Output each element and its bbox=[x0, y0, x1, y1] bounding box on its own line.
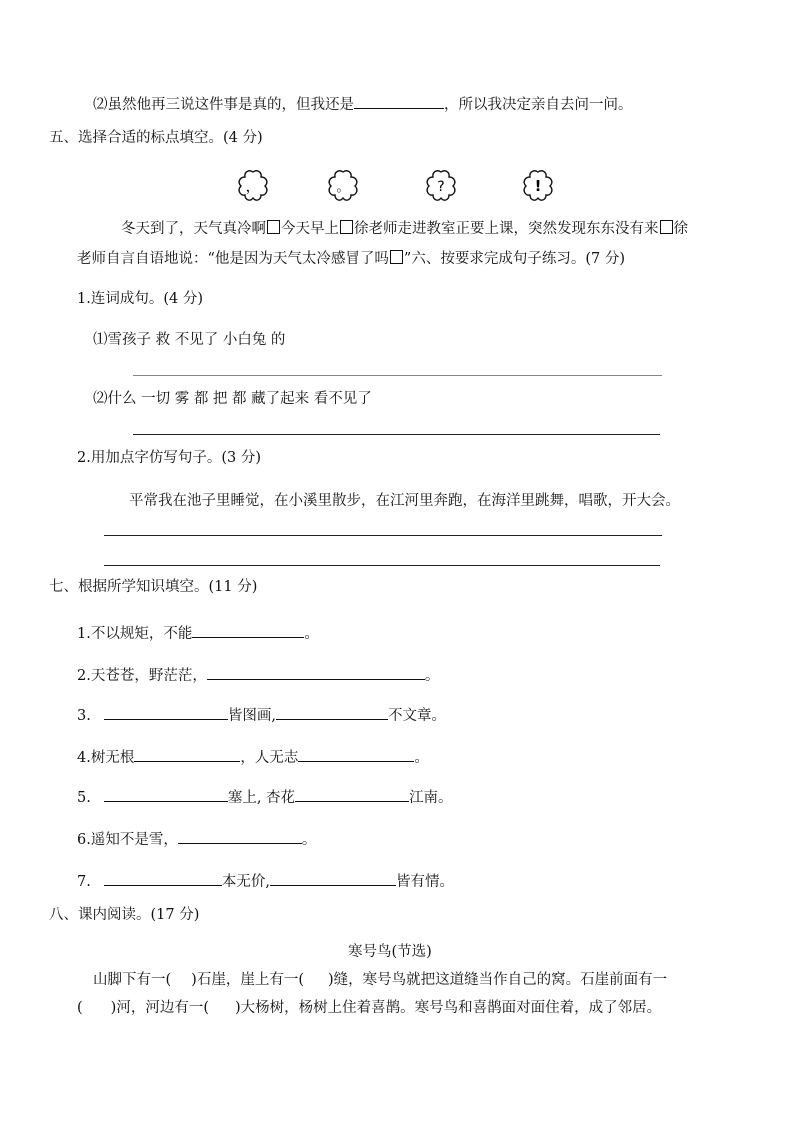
item-text: 皆图画, bbox=[227, 708, 276, 724]
answer-line[interactable] bbox=[104, 565, 660, 566]
passage-text: 冬天到了，天气真冷啊 bbox=[121, 221, 266, 237]
answer-blank[interactable] bbox=[270, 871, 396, 886]
item-text: 5. bbox=[77, 790, 91, 806]
answer-blank[interactable] bbox=[104, 871, 222, 886]
q6-2-heading: 2.用加点字仿写句子。(3 分) bbox=[77, 450, 261, 466]
fill-item-3 bbox=[77, 705, 446, 726]
reading-text: )大杨树，杨树上住着喜鹊。寒号鸟和喜鹊面对面住着，成了邻居。 bbox=[235, 1000, 662, 1016]
reading-title: 寒号鸟(节选) bbox=[348, 944, 432, 960]
question-text-end: ，所以我决定亲自去问一问。 bbox=[444, 97, 633, 113]
answer-blank[interactable] bbox=[192, 623, 304, 638]
answer-blank[interactable] bbox=[207, 665, 425, 680]
reading-text: )石崖，崖上有一( bbox=[191, 972, 304, 988]
answer-line[interactable] bbox=[104, 535, 662, 536]
passage-text: 今天早上 bbox=[281, 221, 339, 237]
flower-exclamation-icon bbox=[520, 167, 556, 203]
punct-box-4[interactable] bbox=[390, 250, 403, 264]
section-7-heading: 七、根据所学知识填空。(11 分) bbox=[49, 579, 258, 595]
item-text: 。 bbox=[424, 668, 440, 684]
passage-line-1 bbox=[121, 219, 688, 239]
item-text: 不文章。 bbox=[387, 708, 446, 724]
item-text: 皆有情。 bbox=[395, 874, 454, 890]
passage-text: 徐老师走进教室正要上课，突然发现东东没有来 bbox=[354, 221, 659, 237]
item-text: 塞上, 杏花 bbox=[227, 790, 296, 806]
answer-blank[interactable] bbox=[134, 747, 240, 762]
fill-item-1 bbox=[77, 623, 319, 644]
reading-text: )河，河边有一( bbox=[110, 1000, 209, 1016]
q6-1-item-1: ⑴雪孩子 救 不见了 小白兔 的 bbox=[93, 332, 286, 348]
section-8-heading: 八、课内阅读。(17 分) bbox=[49, 907, 200, 923]
item-text: 本无价, bbox=[221, 874, 270, 890]
flower-question-icon bbox=[423, 167, 459, 203]
reading-line-2 bbox=[77, 998, 661, 1018]
answer-blank[interactable] bbox=[104, 705, 228, 720]
passage-text: ”六、按要求完成句子练习。(7 分) bbox=[403, 251, 625, 267]
answer-blank[interactable] bbox=[104, 787, 228, 802]
item-text: 1.不以规矩，不能 bbox=[77, 626, 193, 642]
answer-blank[interactable] bbox=[298, 747, 414, 762]
flower-comma-icon bbox=[235, 167, 271, 203]
reading-text: ( bbox=[77, 1000, 83, 1016]
fill-item-4 bbox=[77, 747, 429, 768]
q6-2-sentence: 平常我在池子里睡觉，在小溪里散步，在江河里奔跑，在海洋里跳舞，唱歌，开大会。 bbox=[129, 493, 680, 509]
answer-blank[interactable] bbox=[354, 94, 444, 109]
section-5-heading: 五、选择合适的标点填空。(4 分) bbox=[49, 130, 263, 146]
flower-exclamation-label: ! bbox=[534, 177, 542, 195]
answer-blank[interactable] bbox=[178, 829, 302, 844]
flower-comma-label: ， bbox=[245, 177, 261, 195]
answer-line[interactable] bbox=[133, 375, 662, 376]
item-text: 江南。 bbox=[409, 790, 453, 806]
fill-item-7 bbox=[77, 871, 454, 892]
passage-text: 老师自言自语地说：“他是因为天气太冷感冒了吗 bbox=[77, 251, 389, 267]
flower-period-label: 。 bbox=[336, 180, 350, 195]
item-text: 3. bbox=[77, 708, 91, 724]
answer-blank[interactable] bbox=[276, 705, 388, 720]
item-text: 6.遥知不是雪， bbox=[77, 832, 178, 848]
q6-1-heading: 1.连词成句。(4 分) bbox=[77, 291, 203, 307]
punct-box-1[interactable] bbox=[267, 220, 280, 234]
punct-box-2[interactable] bbox=[340, 220, 353, 234]
reading-text: 山脚下有一( bbox=[93, 972, 172, 988]
fill-item-2 bbox=[77, 665, 439, 686]
punct-box-3[interactable] bbox=[660, 220, 673, 234]
item-text: 。 bbox=[414, 750, 429, 766]
item-text: ，人无志 bbox=[240, 750, 299, 766]
item-text: 4.树无根 bbox=[77, 750, 135, 766]
answer-blank[interactable] bbox=[295, 787, 409, 802]
item-text: 2.天苍苍，野茫茫， bbox=[77, 668, 207, 684]
item-text: 。 bbox=[304, 626, 319, 642]
flower-question-label: ? bbox=[437, 179, 445, 195]
item-text: 7. bbox=[77, 874, 91, 890]
reading-text: )缝，寒号鸟就把这道缝当作自己的窝。石崖前面有一 bbox=[328, 972, 668, 988]
question-4-2 bbox=[93, 94, 633, 115]
question-text: ⑵虽然他再三说这件事是真的，但我还是 bbox=[93, 97, 354, 113]
flower-period-icon bbox=[325, 167, 361, 203]
q6-1-item-2: ⑵什么 一切 雾 都 把 都 藏了起来 看不见了 bbox=[93, 391, 372, 407]
answer-line[interactable] bbox=[133, 434, 660, 435]
passage-text: 徐 bbox=[673, 221, 688, 237]
fill-item-5 bbox=[77, 787, 453, 808]
passage-line-2 bbox=[77, 249, 625, 269]
reading-line-1 bbox=[93, 970, 667, 990]
item-text: 。 bbox=[301, 832, 317, 848]
fill-item-6 bbox=[77, 829, 316, 850]
